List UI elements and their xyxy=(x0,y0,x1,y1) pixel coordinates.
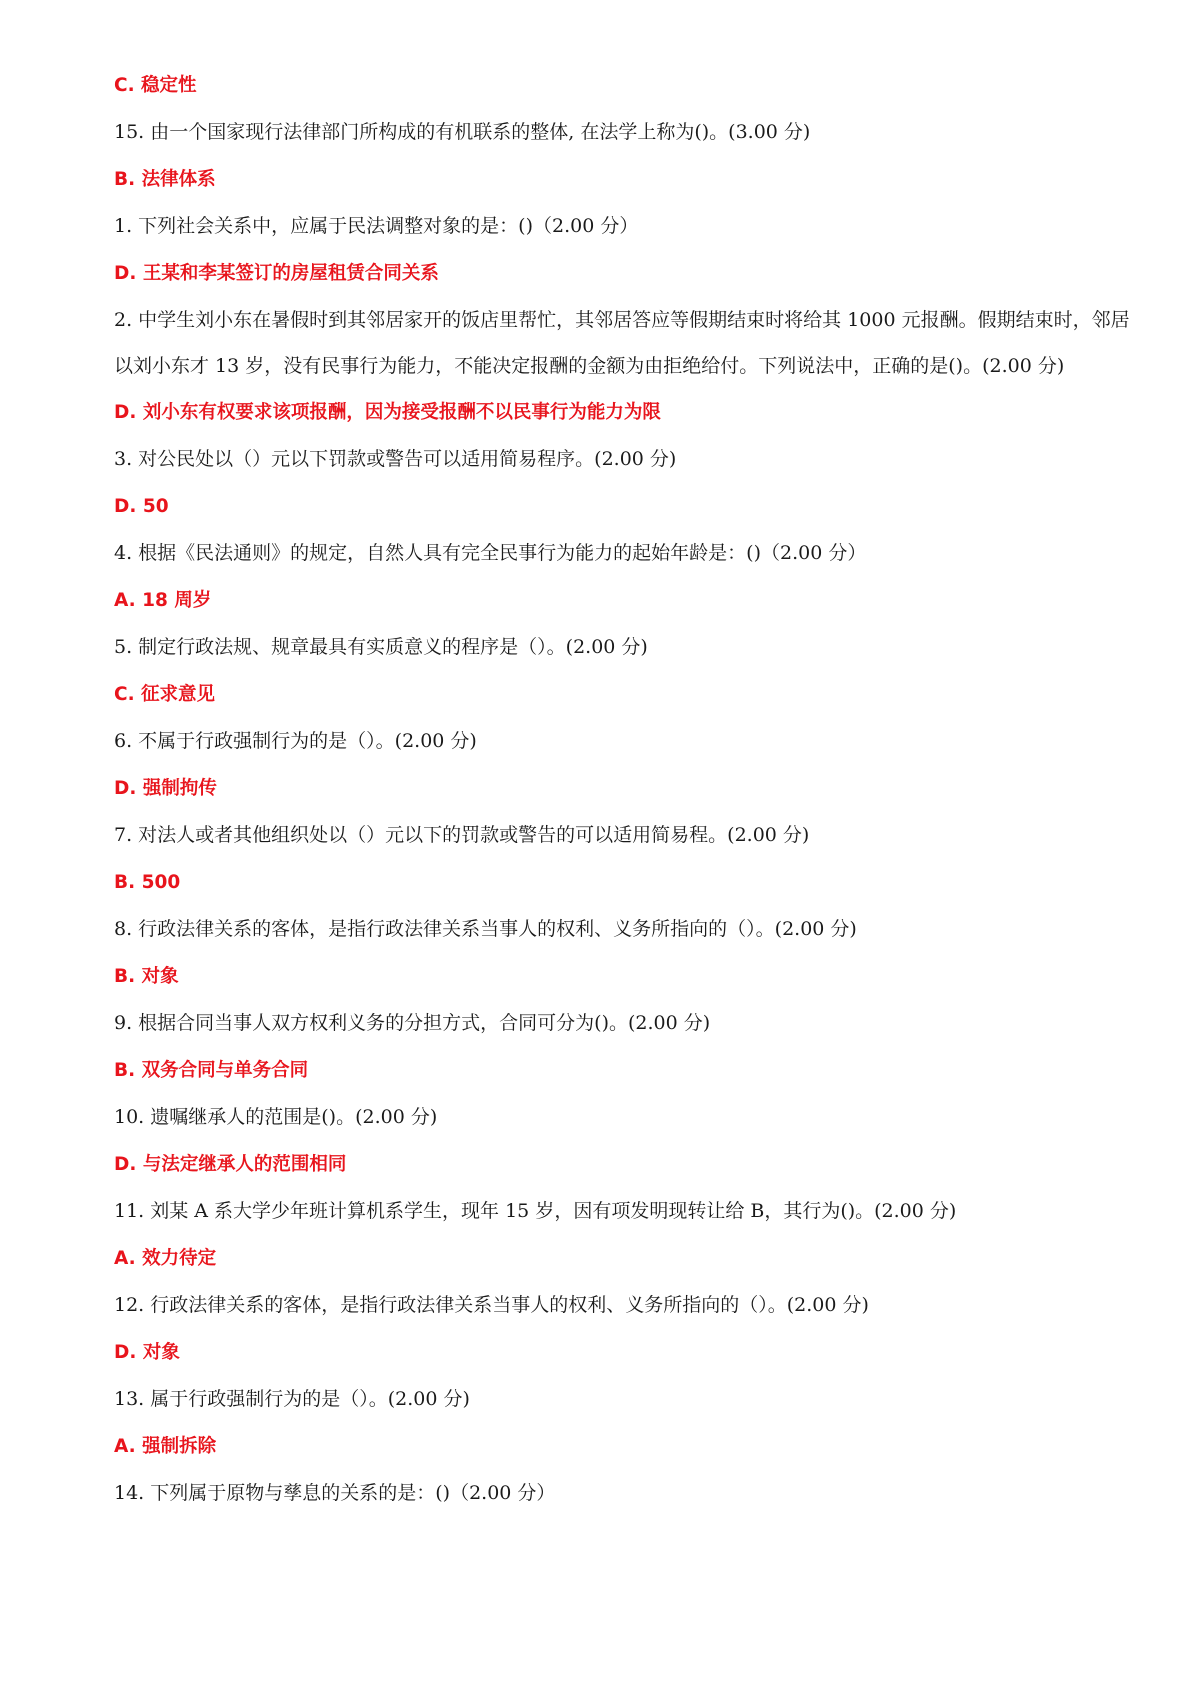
question-line: 9. 根据合同当事人双方权利义务的分担方式，合同可分为()。(2.00 分) xyxy=(114,1012,711,1034)
question-line: 13. 属于行政强制行为的是（）。(2.00 分) xyxy=(114,1388,470,1410)
question-line: 3. 对公民处以（）元以下罚款或警告可以适用简易程序。(2.00 分) xyxy=(114,448,677,470)
answer-line: D. 对象 xyxy=(114,1342,180,1363)
question-line: 11. 刘某 A 系大学少年班计算机系学生，现年 15 岁，因有项发明现转让给 B，其行为()。(2.00 分) xyxy=(114,1200,957,1222)
question-line: 5. 制定行政法规、规章最具有实质意义的程序是（）。(2.00 分) xyxy=(114,636,648,658)
answer-line: D. 与法定继承人的范围相同 xyxy=(114,1154,347,1175)
question-line: 1. 下列社会关系中，应属于民法调整对象的是：()（2.00 分） xyxy=(114,215,639,237)
answer-line: A. 强制拆除 xyxy=(114,1436,217,1457)
question-line: 2. 中学生刘小东在暑假时到其邻居家开的饭店里帮忙，其邻居答应等假期结束时将给其 1000 元报酬。假期结束时，邻居以刘小东才 13 岁，没有民事行为能力，不能决定报酬的金额为由拒绝给付。下列说法中，正确的是()。(2.00 分) xyxy=(114,309,1130,377)
question-line: 7. 对法人或者其他组织处以（）元以下的罚款或警告的可以适用简易程。(2.00 分) xyxy=(114,824,810,846)
answer-line: C. 稳定性 xyxy=(114,75,197,96)
answer-line: A. 18 周岁 xyxy=(114,590,212,611)
question-line: 4. 根据《民法通则》的规定，自然人具有完全民事行为能力的起始年龄是：()（2.00 分） xyxy=(114,542,867,564)
answer-line: D. 强制拘传 xyxy=(114,778,217,799)
answer-line: D. 50 xyxy=(114,496,169,517)
answer-line: D. 王某和李某签订的房屋租赁合同关系 xyxy=(114,263,439,284)
answer-line: A. 效力待定 xyxy=(114,1248,217,1269)
question-line: 14. 下列属于原物与孳息的关系的是：()（2.00 分） xyxy=(114,1482,556,1504)
answer-line: D. 刘小东有权要求该项报酬，因为接受报酬不以民事行为能力为限 xyxy=(114,402,661,423)
question-line: 10. 遗嘱继承人的范围是()。(2.00 分) xyxy=(114,1106,438,1128)
answer-line: C. 征求意见 xyxy=(114,684,216,705)
question-line: 8. 行政法律关系的客体，是指行政法律关系当事人的权利、义务所指向的（）。(2.00 分) xyxy=(114,918,857,940)
question-line: 15. 由一个国家现行法律部门所构成的有机联系的整体, 在法学上称为()。(3.00 分) xyxy=(114,121,811,143)
answer-line: B. 对象 xyxy=(114,966,179,987)
question-line: 12. 行政法律关系的客体，是指行政法律关系当事人的权利、义务所指向的（）。(2.00 分) xyxy=(114,1294,869,1316)
answer-line: B. 法律体系 xyxy=(114,169,216,190)
answer-line: B. 500 xyxy=(114,872,181,893)
question-line: 6. 不属于行政强制行为的是（）。(2.00 分) xyxy=(114,730,477,752)
answer-line: B. 双务合同与单务合同 xyxy=(114,1060,309,1081)
